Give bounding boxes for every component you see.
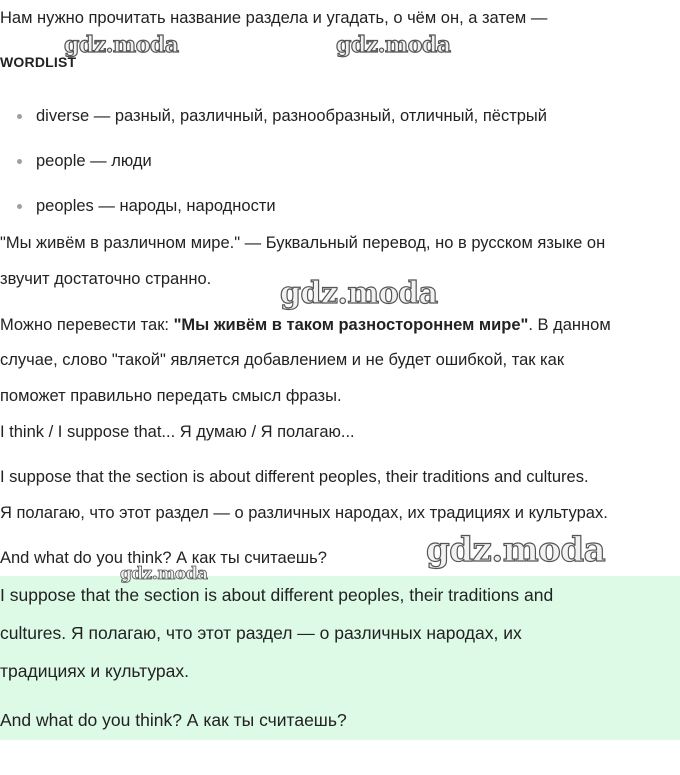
watermark: gdz.moda [336, 32, 451, 58]
answer-line3: традициях и культурах. [0, 661, 190, 681]
wordlist-heading: WORDLIST [0, 54, 77, 70]
phrase-line: I think / I suppose that... Я думаю / Я полагаю... [0, 423, 355, 441]
para2-line2: случае, слово "такой" является добавлением и не будет ошибкой, так как [0, 351, 565, 369]
para2-line1 [0, 307, 676, 343]
para2-suffix: . В данном [528, 316, 611, 334]
para1-line2: звучит достаточно странно. [0, 270, 212, 288]
answer-line2: cultures. Я полагаю, что этот раздел — о различных народах, их [0, 623, 522, 643]
word-list [0, 98, 660, 233]
intro-text: Нам нужно прочитать название раздела и угадать, о чём он, а затем — [0, 9, 548, 27]
bullet-icon [17, 204, 22, 209]
answer-line4: And what do you think? А как ты считаешь? [0, 710, 347, 730]
list-item [0, 98, 660, 143]
question-line: And what do you think? А как ты считаешь? [0, 549, 327, 567]
bullet-icon [17, 114, 22, 119]
watermark: gdz.moda [426, 530, 606, 570]
answer-line1: I suppose that the section is about different peoples, their traditions and [0, 585, 554, 605]
example-en: I suppose that the section is about different peoples, their traditions and cultures. [0, 468, 589, 486]
watermark: gdz.moda [64, 32, 179, 58]
bullet-icon [17, 159, 22, 164]
word-entry: diverse — разный, различный, разнообразный, отличный, пёстрый [36, 107, 548, 125]
answer-box [0, 576, 680, 740]
list-item [0, 143, 660, 188]
word-entry: peoples — народы, народности [36, 197, 276, 215]
para2-line3: поможет правильно передать смысл фразы. [0, 387, 342, 405]
word-entry: people — люди [36, 152, 152, 170]
watermark: gdz.moda [120, 564, 208, 584]
watermark: gdz.moda [280, 276, 438, 311]
example-ru: Я полагаю, что этот раздел — о различных народах, их традициях и культурах. [0, 504, 608, 522]
para1-line1: "Мы живём в различном мире." — Буквальный перевод, но в русском языке он [0, 234, 606, 252]
para2-bold: "Мы живём в таком разностороннем мире" [173, 316, 529, 334]
para2-prefix: Можно перевести так: [0, 316, 174, 334]
